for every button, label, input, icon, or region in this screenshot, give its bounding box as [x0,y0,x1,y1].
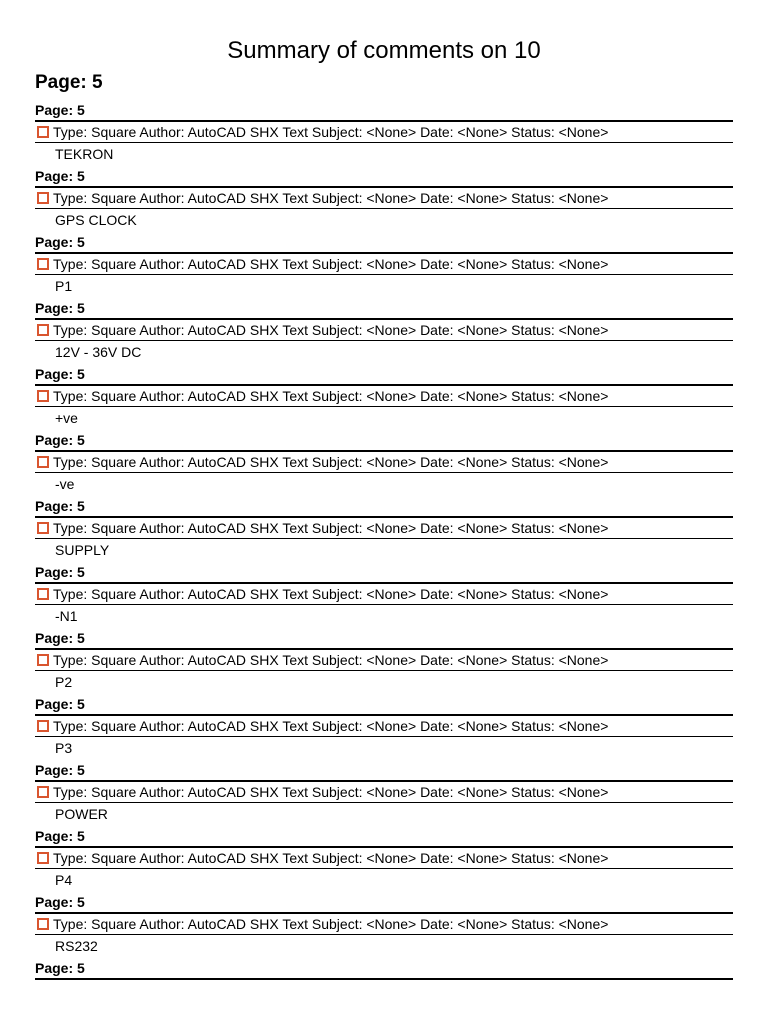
comment-list [35,101,733,981]
entry-meta-row[interactable] [35,650,733,671]
entry-page-label: Page: 5 [35,761,733,782]
entry-page-label: Page: 5 [35,827,733,848]
entry-meta-row[interactable] [35,914,733,935]
square-annotation-icon[interactable] [37,852,49,864]
comment-entry [35,365,733,431]
entry-meta-row[interactable] [35,848,733,869]
entry-comment-text: +ve [55,410,78,426]
entry-page-label: Page: 5 [35,167,733,188]
entry-page-label: Page: 5 [35,695,733,716]
entry-page-label: Page: 5 [35,299,733,320]
comment-entry [35,695,733,761]
entry-meta-row[interactable] [35,518,733,539]
square-annotation-icon[interactable] [37,456,49,468]
entry-comment-text: -ve [55,476,75,492]
comment-entry [35,431,733,497]
entry-meta-text: Type: Square Author: AutoCAD SHX Text Subject: <None> Date: <None> Status: <None> [53,388,609,404]
comment-entry [35,563,733,629]
entry-page-label: Page: 5 [35,629,733,650]
entry-meta-row[interactable] [35,782,733,803]
entry-comment-text: P4 [55,872,73,888]
comment-entry [35,497,733,563]
entry-page-label: Page: 5 [35,959,733,980]
square-annotation-icon[interactable] [37,522,49,534]
entry-meta-row[interactable] [35,452,733,473]
entry-meta-text: Type: Square Author: AutoCAD SHX Text Subject: <None> Date: <None> Status: <None> [53,784,609,800]
comment-entry [35,827,733,893]
entry-page-label: Page: 5 [35,497,733,518]
entry-meta-text: Type: Square Author: AutoCAD SHX Text Subject: <None> Date: <None> Status: <None> [53,256,609,272]
entry-comment-text: P2 [55,674,73,690]
document-title: Summary of comments on 10 [227,37,541,64]
square-annotation-icon[interactable] [37,126,49,138]
comment-entry [35,233,733,299]
entry-page-label: Page: 5 [35,365,733,386]
entry-comment-text: 12V - 36V DC [55,344,142,360]
entry-meta-text: Type: Square Author: AutoCAD SHX Text Subject: <None> Date: <None> Status: <None> [53,916,609,932]
comment-entry [35,167,733,233]
entry-meta-text: Type: Square Author: AutoCAD SHX Text Subject: <None> Date: <None> Status: <None> [53,850,609,866]
square-annotation-icon[interactable] [37,786,49,798]
square-annotation-icon[interactable] [37,192,49,204]
square-annotation-icon[interactable] [37,390,49,402]
square-annotation-icon[interactable] [37,720,49,732]
entry-meta-text: Type: Square Author: AutoCAD SHX Text Subject: <None> Date: <None> Status: <None> [53,124,609,140]
entry-page-label: Page: 5 [35,431,733,452]
entry-meta-row[interactable] [35,254,733,275]
entry-meta-row[interactable] [35,716,733,737]
entry-meta-text: Type: Square Author: AutoCAD SHX Text Subject: <None> Date: <None> Status: <None> [53,190,609,206]
entry-meta-row[interactable] [35,320,733,341]
entry-meta-text: Type: Square Author: AutoCAD SHX Text Subject: <None> Date: <None> Status: <None> [53,586,609,602]
page-heading: Page: 5 [35,72,103,93]
square-annotation-icon[interactable] [37,588,49,600]
entry-meta-text: Type: Square Author: AutoCAD SHX Text Subject: <None> Date: <None> Status: <None> [53,520,609,536]
entry-meta-row[interactable] [35,386,733,407]
entry-meta-row[interactable] [35,122,733,143]
square-annotation-icon[interactable] [37,654,49,666]
entry-comment-text: TEKRON [55,146,114,162]
comment-entry [35,629,733,695]
square-annotation-icon[interactable] [37,258,49,270]
entry-meta-row[interactable] [35,584,733,605]
square-annotation-icon[interactable] [37,324,49,336]
comment-entry-partial [35,959,733,981]
entry-meta-text: Type: Square Author: AutoCAD SHX Text Subject: <None> Date: <None> Status: <None> [53,718,609,734]
entry-page-label: Page: 5 [35,893,733,914]
comment-entry [35,299,733,365]
entry-comment-text: POWER [55,806,108,822]
comment-entry [35,893,733,959]
entry-comment-text: RS232 [55,938,98,954]
entry-meta-row[interactable] [35,188,733,209]
entry-comment-text: -N1 [55,608,78,624]
entry-page-label: Page: 5 [35,563,733,584]
comment-entry [35,101,733,167]
comment-entry [35,761,733,827]
entry-comment-text: GPS CLOCK [55,212,137,228]
entry-comment-text: P3 [55,740,73,756]
square-annotation-icon[interactable] [37,918,49,930]
entry-comment-text: SUPPLY [55,542,110,558]
entry-page-label: Page: 5 [35,101,733,122]
entry-meta-text: Type: Square Author: AutoCAD SHX Text Subject: <None> Date: <None> Status: <None> [53,322,609,338]
entry-comment-text: P1 [55,278,73,294]
entry-meta-text: Type: Square Author: AutoCAD SHX Text Subject: <None> Date: <None> Status: <None> [53,652,609,668]
entry-page-label: Page: 5 [35,233,733,254]
entry-meta-text: Type: Square Author: AutoCAD SHX Text Subject: <None> Date: <None> Status: <None> [53,454,609,470]
